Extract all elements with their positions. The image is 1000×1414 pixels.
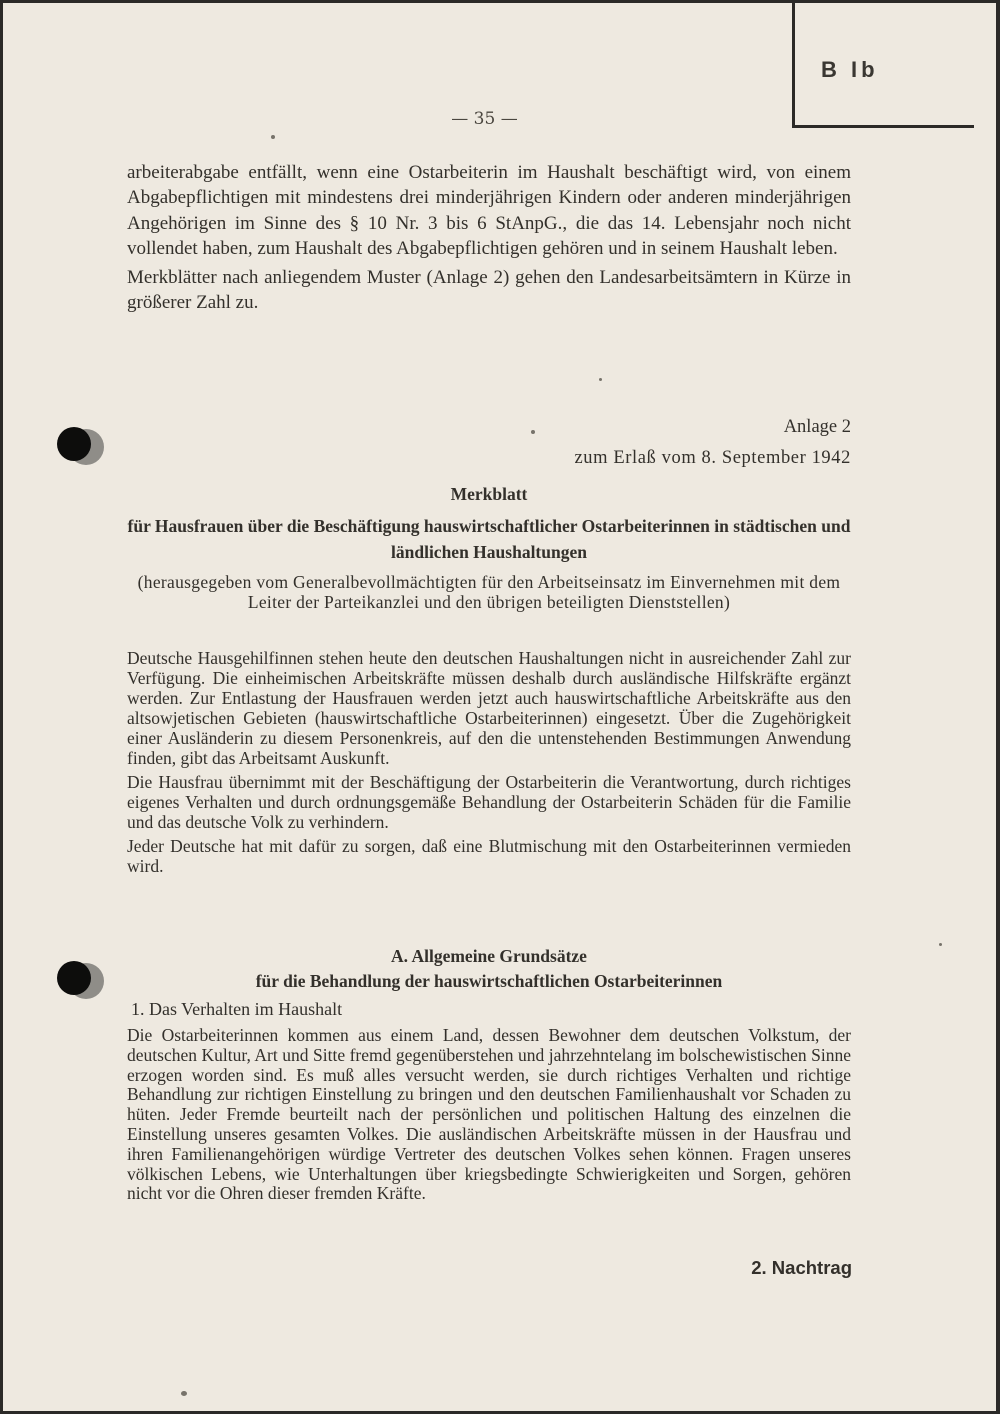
section-a-title: A. Allgemeine Grundsätze [391, 946, 587, 966]
intro-text [127, 160, 851, 316]
body-paragraph: Die Hausfrau übernimmt mit der Beschäftigung der Ostarbeiterin die Verantwortung, durch richtiges eigenes Verhalten und durch ordnungsgemäße Behandlung der Ostarbeiterin Schäden für die Familie und das deutsche Volk zu verhindern. [127, 772, 851, 832]
paper-speck [181, 1391, 187, 1396]
section-a-heading [127, 944, 851, 993]
paper-speck [599, 378, 602, 381]
paper-speck [531, 430, 535, 434]
paper-speck [271, 135, 275, 139]
body-paragraph: Deutsche Hausgehilfinnen stehen heute den deutschen Haushaltungen nicht in ausreichender Zahl zur Verfügung. Die einheimischen Arbeitskräfte müssen deshalb durch ausländische Hilfskräfte ergänzt werden. Zur Entlastung der Hausfrauen werden jetzt auch hauswirtschaftliche Arbeitskräfte aus den altsowjetischen Gebieten (hauswirtschaftliche Ostarbeiterinnen) eingesetzt. Über die Zugehörigkeit einer Ausländerin zu diesem Personenkreis, auf den die untenstehenden Bestimmungen Anwendung finden, gibt das Arbeitsamt Auskunft. [127, 648, 851, 768]
appendix-reference: zum Erlaß vom 8. September 1942 [574, 448, 851, 468]
intro-paragraph: arbeiterabgabe entfällt, wenn eine Ostarbeiterin im Haushalt beschäftigt wird, von einem Abgabepflichtigen mit mindestens drei minderjährigen Kindern oder anderen minderjährigen Angehörigen im Sinne des § 10 Nr. 3 bis 6 StAnpG., die das 14. Lebensjahr noch nicht vollendet haben, zum Haushalt des Abgabepflichtigen gehören und in seinem Haushalt leben. [127, 162, 851, 259]
document-page [3, 3, 996, 1411]
punch-hole [57, 427, 91, 461]
body-paragraph: Die Ostarbeiterinnen kommen aus einem Land, dessen Bewohner dem deutschen Volkstum, der deutschen Kultur, Art und Sitte fremd gegenüberstehen und jahrzehntelang im bolschewistischen Sinne erzogen worden sind. Es muß alles versucht werden, sie durch richtiges Verhalten und richtige Behandlung zur richtigen Einstellung zu bringen und den deutschen Familienhaushalt vor Schaden zu hüten. Jeder Fremde beurteilt nach der persönlichen und politischen Haltung des einzelnen die Einstellung unseres gesamten Volkes. Die ausländischen Arbeitskräfte müssen in der Hausfrau und ihren Familienangehörigen würdige Vertreter des deutschen Volkes sehen können. Fragen unseres völkischen Lebens, wie Unterhaltungen über kriegsbedingte Schwierigkeiten und Sorgen, gehören nicht vor die Ohren dieser fremden Kräfte. [127, 1025, 851, 1204]
corner-label: B Ib [821, 57, 879, 82]
appendix-label: Anlage 2 [783, 417, 851, 437]
leaflet-body [127, 648, 851, 876]
paper-speck [939, 943, 942, 946]
leaflet-title: Merkblatt [450, 484, 528, 504]
leaflet-subtitle: für Hausfrauen über die Beschäftigung hauswirtschaftlicher Ostarbeiterinnen in städtischen und ländlichen Haushaltungen [127, 516, 851, 562]
intro-paragraph: Merkblätter nach anliegendem Muster (Anlage 2) gehen den Landesarbeitsämtern in Kürze in größerer Zahl zu. [127, 267, 851, 314]
subsection-heading: 1. Das Verhalten im Haushalt [131, 999, 343, 1019]
punch-hole [57, 961, 91, 995]
section-a-body [127, 1026, 851, 1204]
supplement-label: 2. Nachtrag [751, 1257, 852, 1278]
leaflet-publisher-note: (herausgegeben vom Generalbevollmächtigten für den Arbeitseinsatz im Einvernehmen mit dem Leiter der Parteikanzlei und den übrigen beteiligten Dienststellen) [137, 572, 841, 612]
body-paragraph: Jeder Deutsche hat mit dafür zu sorgen, daß eine Blutmischung mit den Ostarbeiterinnen vermieden wird. [127, 836, 851, 876]
section-a-subtitle: für die Behandlung der hauswirtschaftlichen Ostarbeiterinnen [255, 970, 723, 991]
page-number: — 35 — [451, 109, 518, 129]
